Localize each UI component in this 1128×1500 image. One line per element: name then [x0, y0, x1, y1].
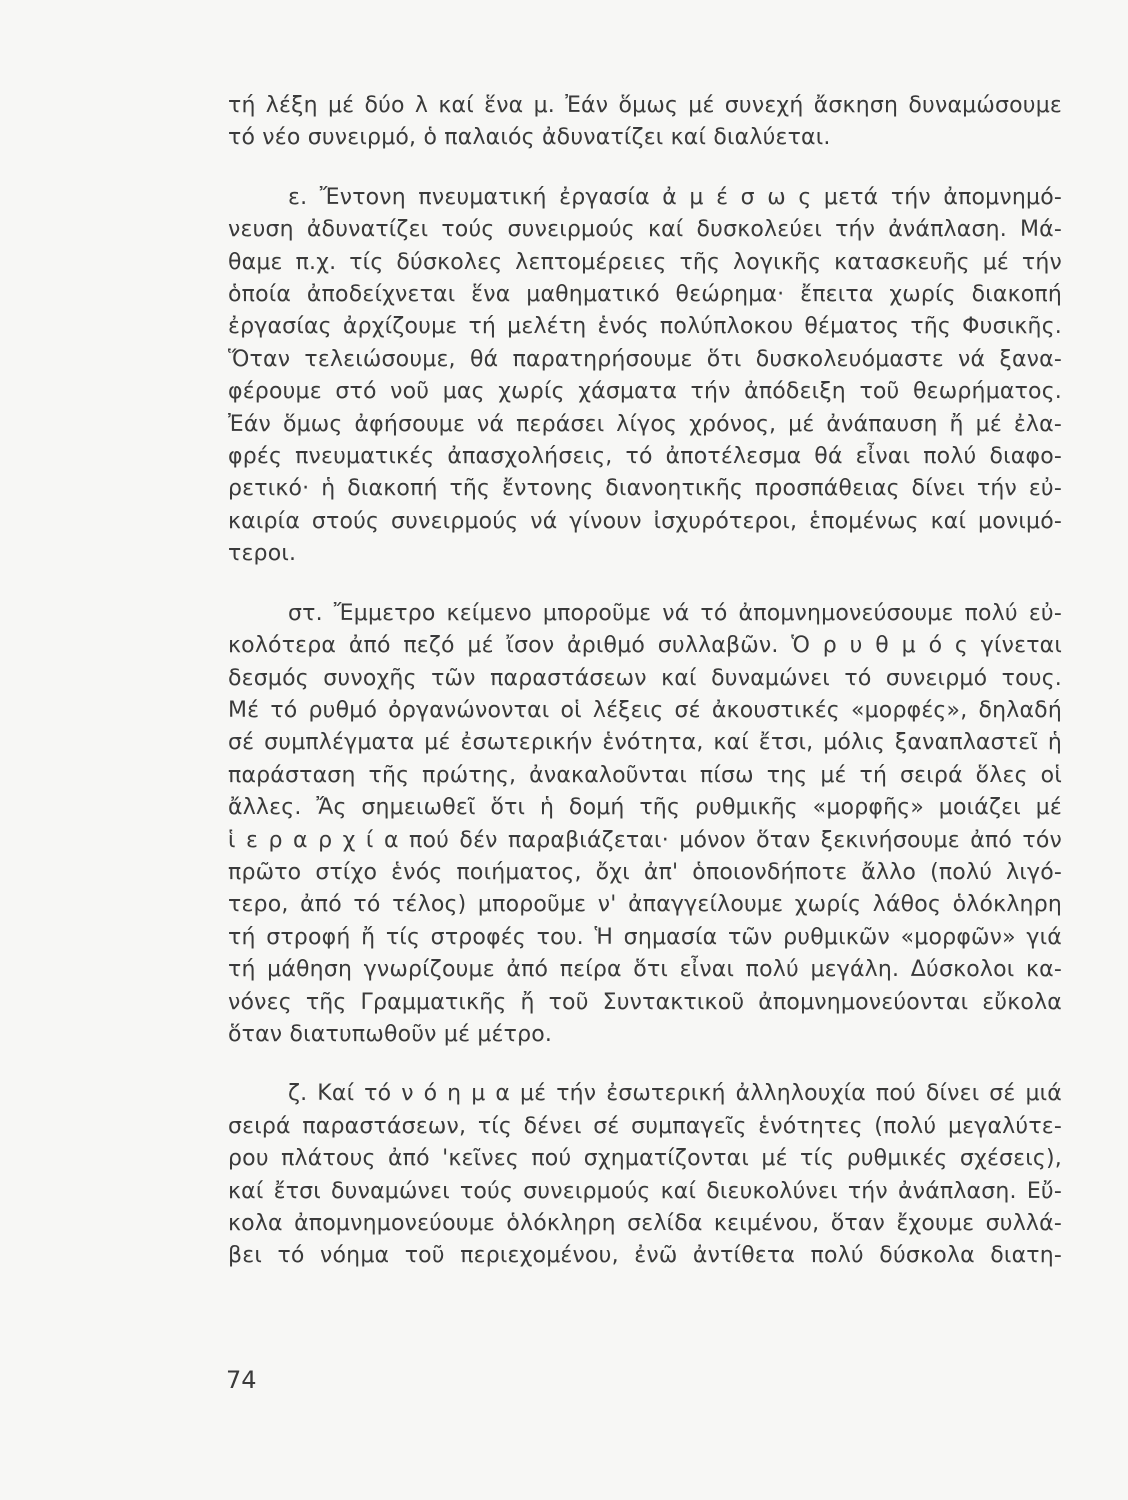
body-text [228, 90, 1062, 1273]
text-line: κολα ἀπομνημονεύουμε ὁλόκληρη σελίδα κειμένου, ὅταν ἔχουμε συλλά- [228, 1211, 1062, 1236]
text-line: τερο, ἀπό τό τέλος) μποροῦμε ν' ἀπαγγείλουμε χωρίς λάθος ὁλόκληρη [228, 892, 1062, 918]
text-line: τή μάθηση γνωρίζουμε ἀπό πείρα ὅτι εἶναι πολύ μεγάλη. Δύσκολοι κα- [228, 957, 1062, 983]
paragraph-gap [228, 155, 1062, 182]
text-line: σειρά παραστάσεων, τίς δένει σέ συμπαγεῖς ἑνότητες (πολύ μεγαλύτε- [228, 1113, 1062, 1139]
text-line: ε. Ἔντονη πνευματική ἐργασία ἀ μ έ σ ω ς μετά τήν ἀπομνημό- [288, 184, 1062, 210]
text-line: τή στροφή ἤ τίς στροφές του. Ἡ σημασία τῶν ρυθμικῶν «μορφῶν» γιά [228, 924, 1062, 950]
text-line: δεσμός συνοχῆς τῶν παραστάσεων καί δυναμώνει τό συνειρμό τους. [228, 665, 1062, 691]
text-line: ρου πλάτους ἀπό 'κεῖνες πού σχηματίζονται μέ τίς ρυθμικές σχέσεις), [228, 1146, 1062, 1172]
text-line: παράσταση τῆς πρώτης, ἀνακαλοῦνται πίσω της μέ τή σειρά ὅλες οἱ [228, 762, 1062, 788]
text-line: Μέ τό ρυθμό ὀργανώνονται οἱ λέξεις σέ ἀκουστικές «μορφές», δηλαδή [228, 697, 1062, 723]
text-line: στ. Ἔμμετρο κείμενο μποροῦμε νά τό ἀπομνημονεύσουμε πολύ εὐ- [288, 600, 1062, 626]
text-line: ὁποία ἀποδείχνεται ἕνα μαθηματικό θεώρημα· ἔπειτα χωρίς διακοπή [228, 282, 1062, 308]
text-line: καιρία στούς συνειρμούς νά γίνουν ἰσχυρότεροι, ἑπομένως καί μονιμό- [228, 508, 1062, 534]
text-line: τή λέξη μέ δύο λ καί ἕνα μ. Ἐάν ὅμως μέ συνεχή ἄσκηση δυναμώσουμε [228, 93, 1062, 118]
text-line: σέ συμπλέγματα μέ ἐσωτερικήν ἑνότητα, καί ἔτσι, μόλις ξαναπλαστεῖ ἡ [228, 730, 1062, 756]
text-line: θαμε π.χ. τίς δύσκολες λεπτομέρειες τῆς λογικῆς κατασκευῆς μέ τήν [228, 249, 1062, 275]
text-line: ρετικό· ἡ διακοπή τῆς ἔντονης διανοητικῆς προσπάθειας δίνει τήν εὐ- [228, 476, 1062, 502]
text-line: φρές πνευματικές ἀπασχολήσεις, τό ἀποτέλεσμα θά εἶναι πολύ διαφο- [228, 444, 1062, 470]
text-line: ζ. Καί τό ν ό η μ α μέ τήν ἐσωτερική ἀλληλουχία πού δίνει σέ μιά [288, 1081, 1062, 1107]
page-number: 74 [226, 1366, 257, 1394]
text-line: φέρουμε στό νοῦ μας χωρίς χάσματα τήν ἀπόδειξη τοῦ θεωρήματος. [228, 379, 1062, 405]
text-line: Ἐάν ὅμως ἀφήσουμε νά περάσει λίγος χρόνος, μέ ἀνάπαυση ἤ μέ ἐλα- [228, 411, 1062, 437]
text-line: νόνες τῆς Γραμματικῆς ἤ τοῦ Συντακτικοῦ ἀπομνημονεύονται εὔκολα [228, 989, 1062, 1015]
text-line: Ὅταν τελειώσουμε, θά παρατηρήσουμε ὅτι δυσκολευόμαστε νά ξανα- [228, 346, 1062, 372]
text-line: ὅταν διατυπωθοῦν μέ μέτρο. [228, 1021, 553, 1047]
text-line: τό νέο συνειρμό, ὁ παλαιός ἀδυνατίζει καί διαλύεται. [228, 125, 831, 151]
text-line: ἱ ε ρ α ρ χ ί α πού δέν παραβιάζεται· μόνον ὅταν ξεκινήσουμε ἀπό τόν [228, 827, 1062, 853]
text-line: νευση ἀδυνατίζει τούς συνειρμούς καί δυσκολεύει τήν ἀνάπλαση. Μά- [228, 217, 1062, 243]
text-line: τεροι. [228, 541, 297, 567]
paragraph-gap [228, 1051, 1062, 1078]
text-line: ἐργασίας ἀρχίζουμε τή μελέτη ἑνός πολύπλοκου θέματος τῆς Φυσικῆς. [228, 314, 1062, 340]
text-line: ἄλλες. Ἄς σημειωθεῖ ὅτι ἡ δομή τῆς ρυθμικῆς «μορφῆς» μοιάζει μέ [228, 795, 1062, 821]
text-line: καί ἔτσι δυναμώνει τούς συνειρμούς καί διευκολύνει τήν ἀνάπλαση. Εὔ- [228, 1178, 1062, 1204]
text-line: κολότερα ἀπό πεζό μέ ἴσον ἀριθμό συλλαβῶν. Ὁ ρ υ θ μ ό ς γίνεται [228, 633, 1062, 659]
text-line: βει τό νόημα τοῦ περιεχομένου, ἐνῶ ἀντίθετα πολύ δύσκολα διατη- [228, 1243, 1062, 1269]
text-line: πρῶτο στίχο ἑνός ποιήματος, ὄχι ἀπ' ὁποιονδήποτε ἄλλο (πολύ λιγό- [228, 859, 1062, 885]
paragraph-gap [228, 571, 1062, 598]
